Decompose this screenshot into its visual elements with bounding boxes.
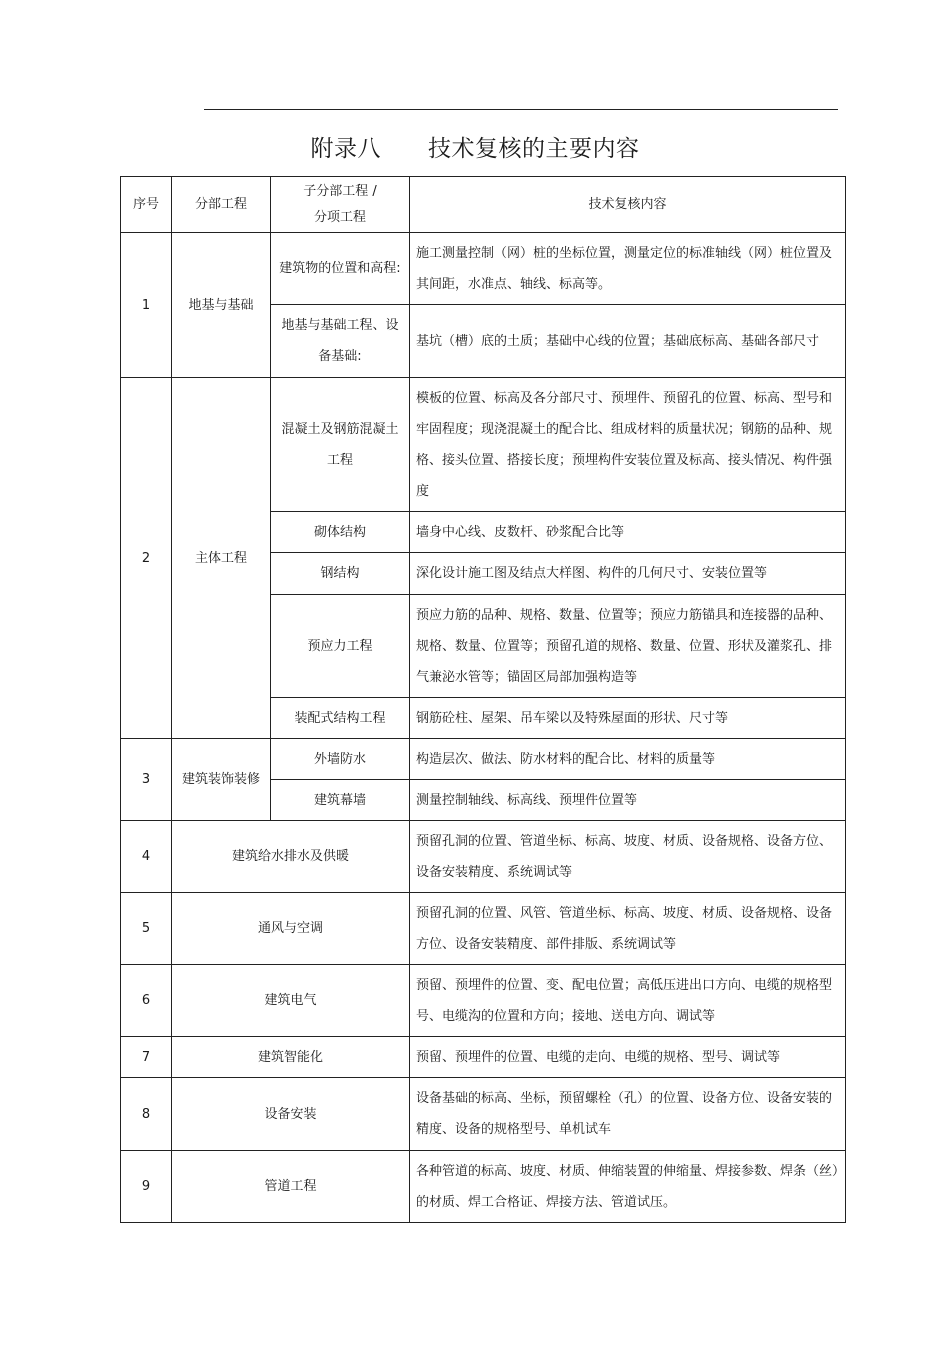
page-title: 附录八 技术复核的主要内容 (310, 136, 640, 162)
row-content: 预留、预埋件的位置、变、配电位置；高低压进出口方向、电缆的规格型号、电缆沟的位置和方向；接地、送电方向、调试等 (410, 965, 846, 1037)
row-no: 6 (121, 965, 172, 1037)
row-content: 钢筋砼柱、屋架、吊车梁以及特殊屋面的形状、尺寸等 (410, 698, 846, 739)
row-no: 4 (121, 821, 172, 893)
table-row (121, 739, 846, 780)
row-content: 各种管道的标高、坡度、材质、伸缩装置的伸缩量、焊接参数、焊条（丝）的材质、焊工合格证、焊接方法、管道试压。 (410, 1151, 846, 1223)
row-division: 主体工程 (172, 378, 271, 739)
row-division: 建筑给水排水及供暖 (172, 821, 410, 893)
row-content: 预留孔洞的位置、管道坐标、标高、坡度、材质、设备规格、设备方位、设备安装精度、系统调试等 (410, 821, 846, 893)
row-subdivision: 砌体结构 (271, 512, 410, 553)
row-division: 地基与基础 (172, 233, 271, 378)
header-content: 技术复核内容 (410, 177, 846, 233)
row-content: 设备基础的标高、坐标，预留螺栓（孔）的位置、设备方位、设备安装的精度、设备的规格型号、单机试车 (410, 1078, 846, 1151)
table-row (121, 821, 846, 893)
header-row (121, 177, 846, 233)
row-no: 8 (121, 1078, 172, 1151)
row-subdivision: 地基与基础工程、设备基础: (271, 305, 410, 378)
row-content: 预留孔洞的位置、风管、管道坐标、标高、坡度、材质、设备规格、设备方位、设备安装精度、部件排版、系统调试等 (410, 893, 846, 965)
row-subdivision: 建筑物的位置和高程: (271, 233, 410, 305)
table-row (121, 1037, 846, 1078)
row-no: 7 (121, 1037, 172, 1078)
header-no: 序号 (121, 177, 172, 233)
row-subdivision: 混凝土及钢筋混凝土工程 (271, 378, 410, 512)
table-row (121, 1151, 846, 1223)
row-content: 墙身中心线、皮数杆、砂浆配合比等 (410, 512, 846, 553)
row-content: 基坑（槽）底的土质；基础中心线的位置；基础底标高、基础各部尺寸 (410, 305, 846, 378)
row-content: 预应力筋的品种、规格、数量、位置等；预应力筋锚具和连接器的品种、规格、数量、位置等；预留孔道的规格、数量、位置、形状及灌浆孔、排气兼泌水管等；锚固区局部加强构造等 (410, 595, 846, 698)
table-row (121, 233, 846, 305)
row-division: 管道工程 (172, 1151, 410, 1223)
row-content: 施工测量控制（网）桩的坐标位置，测量定位的标准轴线（网）桩位置及其间距，水准点、轴线、标高等。 (410, 233, 846, 305)
row-subdivision: 预应力工程 (271, 595, 410, 698)
header-division: 分部工程 (172, 177, 271, 233)
row-no: 1 (121, 233, 172, 378)
row-no: 3 (121, 739, 172, 821)
row-content: 构造层次、做法、防水材料的配合比、材料的质量等 (410, 739, 846, 780)
row-no: 2 (121, 378, 172, 739)
row-no: 5 (121, 893, 172, 965)
row-division: 设备安装 (172, 1078, 410, 1151)
row-subdivision: 装配式结构工程 (271, 698, 410, 739)
table-row (121, 378, 846, 512)
row-division: 建筑装饰装修 (172, 739, 271, 821)
row-division: 建筑电气 (172, 965, 410, 1037)
row-subdivision: 钢结构 (271, 553, 410, 595)
row-division: 建筑智能化 (172, 1037, 410, 1078)
header-subdivision (271, 177, 410, 233)
row-subdivision: 外墙防水 (271, 739, 410, 780)
row-no: 9 (121, 1151, 172, 1223)
header-rule (204, 109, 838, 110)
table-row (121, 1078, 846, 1151)
header-subdivision-line1: 子分部工程 / (303, 183, 377, 199)
table-row (121, 965, 846, 1037)
technical-review-table (120, 176, 846, 1223)
row-subdivision: 建筑幕墙 (271, 780, 410, 821)
row-content: 深化设计施工图及结点大样图、构件的几何尺寸、安装位置等 (410, 553, 846, 595)
table-row (121, 893, 846, 965)
row-division: 通风与空调 (172, 893, 410, 965)
row-content: 预留、预埋件的位置、电缆的走向、电缆的规格、型号、调试等 (410, 1037, 846, 1078)
header-subdivision-line2: 分项工程 (313, 209, 366, 225)
row-content: 模板的位置、标高及各分部尺寸、预埋件、预留孔的位置、标高、型号和牢固程度；现浇混凝土的配合比、组成材料的质量状况；钢筋的品种、规格、接头位置、搭接长度；预埋构件安装位置及标高、接头情况、构件强度 (410, 378, 846, 512)
row-content: 测量控制轴线、标高线、预埋件位置等 (410, 780, 846, 821)
